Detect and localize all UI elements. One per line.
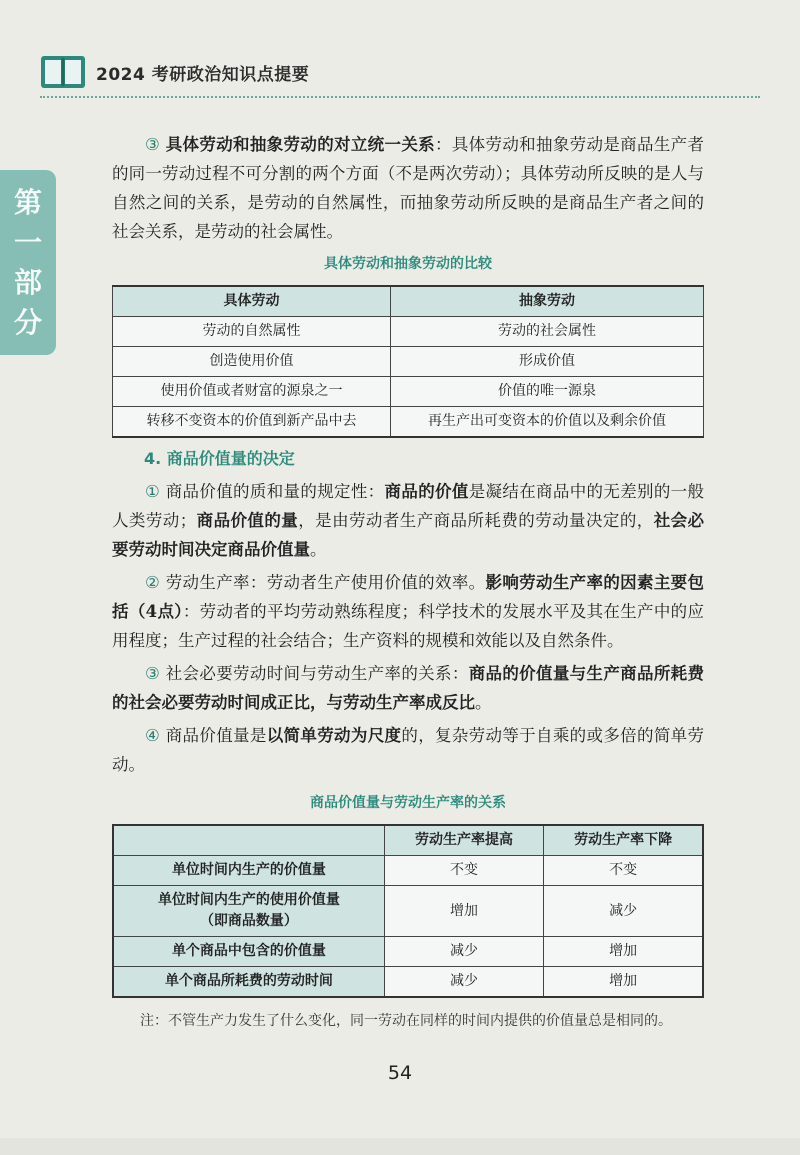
table-row	[113, 967, 703, 998]
paragraph-text: ：劳动者的平均劳动熟练程度；科学技术的发展水平及其在生产中的应用程度；生产过程的社会结合；生产资料的规模和效能以及自然条件。	[112, 602, 704, 650]
book-icon	[40, 55, 86, 89]
table-cell: 劳动的自然属性	[113, 317, 391, 347]
column-header: 劳动生产率下降	[544, 825, 703, 856]
column-header: 具体劳动	[113, 286, 391, 317]
bold-term: 商品的价值量与生产商品所耗费的社会必要劳动时间成正比，与劳动生产率成反比	[112, 664, 705, 712]
page-number: 54	[387, 1062, 413, 1084]
table-cell: 增加	[544, 967, 703, 998]
bold-term: 具体劳动和抽象劳动的对立统一关系	[165, 135, 436, 154]
labor-comparison-table	[112, 285, 704, 438]
table-cell: 不变	[544, 856, 703, 886]
paragraph-value-determination	[112, 477, 704, 564]
row-label: 单个商品所耗费的劳动时间	[164, 973, 333, 989]
row-header	[113, 967, 384, 998]
paragraph-text: 社会必要劳动时间与劳动生产率的关系：	[165, 664, 469, 683]
table-row	[113, 407, 704, 438]
section-heading: 4. 商品价值量的决定	[144, 449, 295, 468]
table-header-row	[113, 825, 703, 856]
side-tab-char: 部	[13, 265, 42, 299]
paragraph-labor-time-relation	[112, 659, 704, 717]
table-row	[113, 937, 703, 967]
paragraph-text: 是凝结在商品中的无差别的一般人类劳动；	[112, 482, 705, 530]
table-cell: 增加	[544, 937, 703, 967]
paragraph-text: ，是由劳动者生产商品所耗费的劳动量决定的，	[298, 511, 654, 530]
paragraph-text: 商品价值的质和量的规定性：	[165, 482, 385, 501]
row-header	[113, 886, 384, 937]
item-number: ②	[145, 573, 161, 592]
side-tab-part-one	[0, 170, 56, 355]
table-cell: 形成价值	[391, 347, 704, 377]
row-header	[113, 856, 384, 886]
table-caption-labor-comparison: 具体劳动和抽象劳动的比较	[324, 256, 492, 272]
paragraph-productivity	[112, 568, 704, 655]
paragraph-text: 。	[310, 540, 327, 559]
row-label: 单个商品中包含的价值量	[171, 943, 326, 959]
table-row	[113, 886, 703, 937]
value-productivity-table	[112, 824, 704, 998]
paragraph-text: 商品价值量是	[165, 726, 267, 745]
table-cell: 减少	[544, 886, 703, 937]
table-note: 注：不管生产力发生了什么变化，同一劳动在同样的时间内提供的价值量总是相同的。	[140, 1013, 672, 1029]
table-cell: 减少	[384, 937, 543, 967]
table-cell: 转移不变资本的价值到新产品中去	[113, 407, 391, 438]
item-number: ④	[145, 726, 161, 745]
paragraph-text: 的，复杂劳动等于自乘的或多倍的简单劳动。	[112, 726, 705, 774]
table-header-row	[113, 286, 704, 317]
page-header	[40, 52, 760, 92]
main-content	[112, 130, 704, 1048]
side-tab-char: 第	[13, 185, 42, 219]
paragraph-labor-relation	[112, 130, 704, 246]
column-header	[113, 825, 384, 856]
table-row	[113, 317, 704, 347]
table-cell: 减少	[384, 967, 543, 998]
table-cell: 创造使用价值	[113, 347, 391, 377]
bold-term: 以简单劳动为尺度	[266, 726, 402, 745]
bold-term: 商品的价值	[384, 482, 469, 501]
row-label: 单位时间内生产的价值量	[171, 862, 326, 878]
table-cell: 价值的唯一源泉	[391, 377, 704, 407]
item-number: ③	[145, 664, 161, 683]
header-title: 2024 考研政治知识点提要	[96, 64, 310, 85]
item-number: ①	[145, 482, 161, 501]
row-label: 单位时间内生产的使用价值量	[157, 892, 340, 908]
table-cell: 增加	[384, 886, 543, 937]
header-divider	[40, 96, 760, 98]
table-cell: 使用价值或者财富的源泉之一	[113, 377, 391, 407]
table-row	[113, 347, 704, 377]
side-tab-char: 一	[13, 225, 42, 259]
paragraph-text: 劳动生产率：劳动者生产使用价值的效率。	[165, 573, 486, 592]
row-label-sub: （即商品数量）	[199, 913, 298, 929]
bold-term: 影响劳动生产率的因素主要包括（4点）	[112, 573, 704, 621]
bold-term: 商品价值的量	[196, 511, 299, 530]
page-bottom-edge	[0, 1138, 800, 1155]
table-row	[113, 856, 703, 886]
table-cell: 再生产出可变资本的价值以及剩余价值	[391, 407, 704, 438]
table-cell: 不变	[384, 856, 543, 886]
row-header	[113, 937, 384, 967]
table-caption-value-productivity: 商品价值量与劳动生产率的关系	[310, 795, 506, 811]
item-number: ③	[145, 135, 161, 154]
table-row	[113, 377, 704, 407]
column-header: 抽象劳动	[391, 286, 704, 317]
column-header: 劳动生产率提高	[384, 825, 543, 856]
bold-term: 社会必要劳动时间决定商品价值量	[112, 511, 705, 559]
paragraph-text: ：具体劳动和抽象劳动是商品生产者的同一劳动过程不可分割的两个方面（不是两次劳动）；具体劳动所反映的是人与自然之间的关系，是劳动的自然属性，而抽象劳动所反映的是商品生产者之间的社会关系，是劳动的社会属性。	[112, 135, 704, 241]
paragraph-text: 。	[475, 693, 492, 712]
table-cell: 劳动的社会属性	[391, 317, 704, 347]
paragraph-simple-labor	[112, 721, 704, 779]
side-tab-char: 分	[13, 305, 42, 339]
